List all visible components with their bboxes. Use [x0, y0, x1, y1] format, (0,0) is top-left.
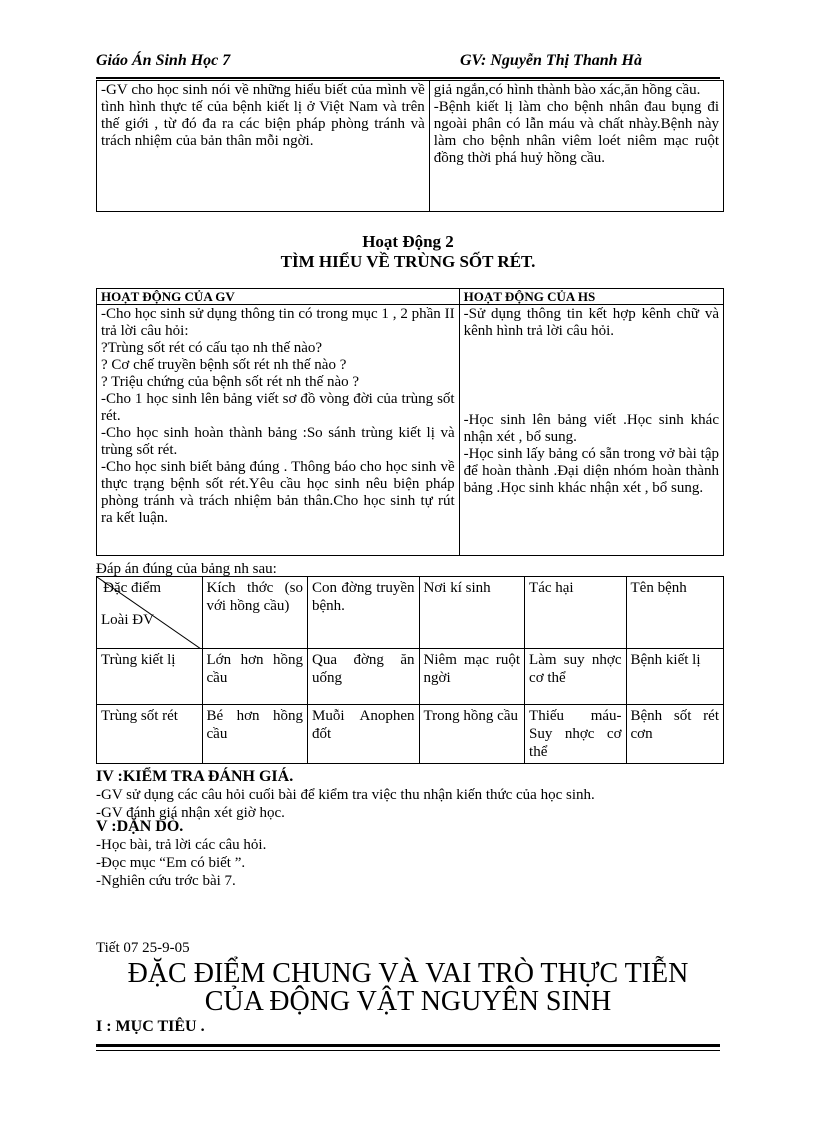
assessment-line: -GV sử dụng các câu hỏi cuối bài để kiểm tra việc thu nhận kiến thức của học sinh. [96, 787, 595, 803]
column-header: Con đờng truyền bệnh. [308, 577, 420, 649]
continued-gv-cell: -GV cho học sinh nói về những hiểu biết của mình về tình hình thực tế của bệnh kiết lị ở Việt Nam và trên thế giới , từ đó đa ra các biện pháp phòng tránh và trách nhiệm của bản thân mỗi ngời. [97, 81, 430, 212]
continued-hs-line: -Bệnh kiết lị làm cho bệnh nhân đau bụng đi ngoài phân có lẫn máu và chất nhày.Bệnh này làm cho bệnh nhân viêm loét niêm mạc ruột đồng thời phá huỷ hồng cầu. [433, 99, 719, 166]
table-cell: Bé hơn hồng cầu [202, 705, 308, 764]
gv-line: ? Triệu chứng của bệnh sốt rét nh thế nào ? [101, 374, 360, 390]
corner-top-label: Đặc điểm [103, 580, 161, 596]
assessment-section [96, 768, 595, 822]
activity-table [96, 288, 724, 556]
lesson-date: Tiết 07 25-9-05 [96, 940, 190, 956]
gv-line: ?Trùng sốt rét có cấu tạo nh thế nào? [101, 340, 323, 356]
hs-activities [459, 305, 723, 556]
homework-line: -Đọc mục “Em có biết ”. [96, 855, 246, 871]
header-divider [96, 77, 720, 79]
corner-cell [97, 577, 203, 649]
homework-line: -Học bài, trả lời các câu hỏi. [96, 837, 267, 853]
assessment-line: -GV đánh giá nhận xét giờ học. [96, 805, 285, 821]
lesson-title-line2: CỦA ĐỘNG VẬT NGUYÊN SINH [204, 986, 612, 1017]
page-header [96, 52, 720, 74]
table-cell: Lớn hơn hồng cầu [202, 649, 308, 705]
assessment-title: IV :KIỂM TRA ĐÁNH GIÁ. [96, 768, 294, 785]
table-cell: Trong hồng cầu [419, 705, 525, 764]
activity-subtitle: TÌM HIỂU VỀ TRÙNG SỐT RÉT. [280, 252, 536, 271]
corner-bottom-label: Loài ĐV [101, 612, 154, 628]
continued-hs-line: giả ngắn,có hình thành bào xác,ăn hồng cầu. [433, 82, 701, 98]
gv-line: -Cho 1 học sinh lên bảng viết sơ đồ vòng đời của trùng sốt rét. [101, 391, 455, 424]
col-header-hs: HOẠT ĐỘNG CỦA HS [459, 289, 723, 305]
gv-activities [97, 305, 460, 556]
column-header: Tên bệnh [626, 577, 723, 649]
gv-line: -Cho học sinh biết bảng đúng . Thông báo cho học sinh về thực trạng bệnh sốt rét.Yêu cầu học sinh nêu biện pháp phòng tránh và trách nhiệm bản thân.Cho học sinh tự rút ra kết luận. [101, 459, 455, 526]
activity-title: Hoạt Động 2 [362, 232, 454, 251]
table-cell: Trùng kiết lị [97, 649, 203, 705]
answer-caption: Đáp án đúng của bảng nh sau: [96, 561, 277, 577]
table-cell: Làm suy nhợc cơ thể [525, 649, 626, 705]
column-header: Nơi kí sinh [419, 577, 525, 649]
lesson-title [96, 960, 720, 1016]
table-cell: Qua đờng ăn uống [308, 649, 420, 705]
homework-title: V :DẶN DÒ. [96, 818, 184, 835]
hs-line: -Học sinh lên bảng viết .Học sinh khác nhận xét , bổ sung. [463, 412, 719, 445]
header-subject: Giáo Án Sinh Học 7 [96, 52, 231, 69]
lesson-title-line1: ĐẶC ĐIỂM CHUNG VÀ VAI TRÒ THỰC TIỄN [127, 958, 689, 989]
continued-hs-cell [429, 81, 723, 212]
comparison-table [96, 576, 724, 764]
table-cell: Bệnh sốt rét cơn [626, 705, 723, 764]
table-cell: Niêm mạc ruột ngời [419, 649, 525, 705]
gv-line: -Cho học sinh sử dụng thông tin có trong mục 1 , 2 phần II trả lời câu hỏi: [101, 306, 455, 339]
table-cell: Muỗi Anophen đốt [308, 705, 420, 764]
table-cell: Bệnh kiết lị [626, 649, 723, 705]
table-cell: Thiếu máu-Suy nhợc cơ thể [525, 705, 626, 764]
objective-heading: I : MỤC TIÊU . [96, 1018, 205, 1035]
gv-line: -Cho học sinh hoàn thành bảng :So sánh trùng kiết lị và trùng sốt rét. [101, 425, 455, 458]
gv-line: ? Cơ chế truyền bệnh sốt rét nh thế nào ? [101, 357, 347, 373]
header-teacher: GV: Nguyễn Thị Thanh Hà [460, 52, 642, 69]
table-cell: Trùng sốt rét [97, 705, 203, 764]
column-header: Kích thớc (so với hồng cầu) [202, 577, 308, 649]
footer-divider-thick [96, 1044, 720, 1047]
column-header: Tác hại [525, 577, 626, 649]
homework-line: -Nghiên cứu trớc bài 7. [96, 873, 236, 889]
footer-divider-thin [96, 1050, 720, 1051]
hs-line: -Học sinh lấy bảng có sẵn trong vở bài tập để hoàn thành .Đại diện nhóm hoàn thành bảng .Học sinh khác nhận xét , bổ sung. [463, 446, 719, 496]
hs-line: -Sử dụng thông tin kết hợp kênh chữ và kênh hình trả lời câu hỏi. [463, 306, 719, 339]
activity-heading [96, 232, 720, 272]
col-header-gv: HOẠT ĐỘNG CỦA GV [97, 289, 460, 305]
homework-section [96, 818, 266, 890]
continued-activity-table [96, 80, 724, 212]
